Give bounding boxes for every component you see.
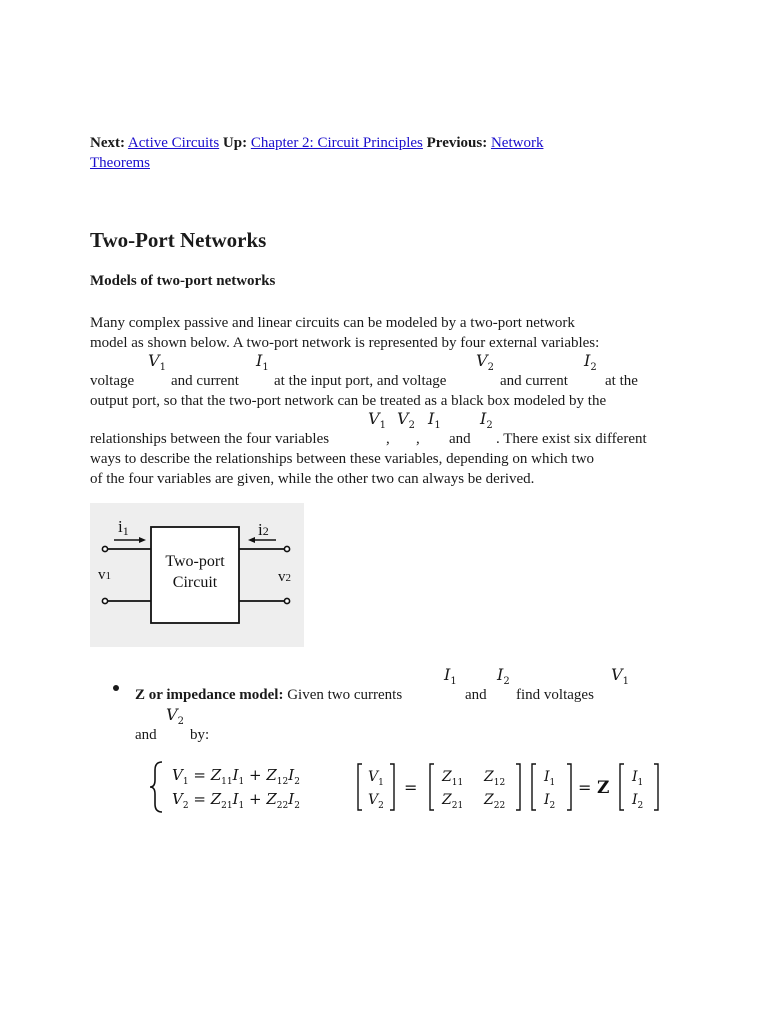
section-heading: Models of two-port networks (90, 273, 276, 289)
matrix-i1-b: $I_1$ (632, 769, 644, 788)
math-i1: $I_1$ (256, 351, 269, 374)
bracket-v-right (390, 764, 394, 810)
paragraph-relationships: relationships between the four variables (90, 431, 330, 447)
up-link[interactable]: Chapter 2: Circuit Principles (250, 135, 423, 151)
bracket-i2-right (654, 764, 658, 810)
box-label-line-1: Two-port (165, 553, 225, 570)
z-model-text-1: Given two currents (287, 687, 403, 703)
previous-label: Previous: (426, 135, 488, 151)
z-model-title: Z or impedance model: (135, 687, 284, 703)
bracket-i2-left (620, 764, 624, 810)
paragraph-line-6: ways to describe the relationships between these variables, depending on which two (90, 451, 595, 467)
math-v1: $V_1$ (148, 351, 166, 374)
up-label: Up: (222, 135, 248, 151)
paragraph-and: and (449, 431, 471, 447)
z-model-text-3: find voltages (516, 687, 594, 703)
z-model-and: and (465, 687, 487, 703)
matrix-z-bold: Z (597, 778, 610, 798)
previous-link-text-1: Network (490, 135, 544, 151)
page-title: Two-Port Networks (90, 228, 267, 252)
z-model-by: by: (190, 727, 210, 743)
z-model-description (135, 685, 402, 705)
label-v2: v2 (278, 569, 291, 585)
bracket-z-left (430, 764, 434, 810)
matrix-i2-b: $I_2$ (632, 792, 644, 811)
paragraph-and-current-2: and current (500, 373, 568, 389)
label-i2: i2 (258, 520, 269, 539)
matrix-z11: $Z_{11}$ (442, 769, 464, 788)
paragraph-line-4: output port, so that the two-port network can be treated as a black box modeled by the (90, 393, 607, 409)
matrix-i2: $I_2$ (544, 792, 556, 811)
equation-row-1: $V_1 = Z_{11}I_1 + Z_{12}I_2$ (172, 766, 300, 787)
paragraph-word-voltage: voltage (90, 373, 135, 389)
system-brace (150, 762, 162, 812)
two-port-diagram (90, 503, 304, 647)
paragraph-line-7: of the four variables are given, while the other two can always be derived. (90, 471, 535, 487)
list-bullet (113, 685, 119, 691)
bracket-v-left (358, 764, 362, 810)
matrix-i1: $I_1$ (544, 769, 556, 788)
current-i2-arrowhead (248, 537, 255, 543)
comma-1: , (386, 431, 390, 447)
paragraph-at-the: at the (605, 373, 638, 389)
label-v1: v1 (98, 567, 111, 583)
previous-link-text-2: Theorems (90, 155, 150, 171)
matrix-z21: $Z_{21}$ (442, 792, 464, 811)
math-i2-b: $I_2$ (480, 409, 493, 432)
z-model-equations (148, 756, 668, 818)
matrix-z22: $Z_{22}$ (484, 792, 506, 811)
math-v2-b: $V_2$ (397, 409, 415, 432)
bracket-i-left (532, 764, 536, 810)
terminal-out-top (284, 546, 289, 551)
math-v2: $V_2$ (476, 351, 494, 374)
current-i1-arrowhead (139, 537, 146, 543)
terminal-out-bottom (284, 598, 289, 603)
math-i1-c: $I_1$ (444, 665, 457, 688)
math-v1-c: $V_1$ (611, 665, 629, 688)
equation-row-2: $V_2 = Z_{21}I_1 + Z_{22}I_2$ (172, 790, 300, 811)
paragraph-and-current-1: and current (171, 373, 239, 389)
next-label: Next: (90, 135, 125, 151)
paragraph-line-1: Many complex passive and linear circuits can be modeled by a two-port network (90, 315, 575, 331)
matrix-equals-1: = (404, 778, 418, 797)
z-model-and-2: and (135, 727, 157, 743)
box-label-line-2: Circuit (172, 574, 218, 591)
matrix-v1: $V_1$ (368, 769, 384, 788)
math-i2-c: $I_2$ (497, 665, 510, 688)
math-i2: $I_2$ (584, 351, 597, 374)
terminal-in-top (102, 546, 107, 551)
paragraph-input-port-text: at the input port, and voltage (274, 373, 447, 389)
two-port-diagram-svg (90, 503, 304, 647)
bracket-i-right (567, 764, 571, 810)
math-v1-b: $V_1$ (368, 409, 386, 432)
comma-2: , (416, 431, 420, 447)
next-link[interactable]: Active Circuits (127, 135, 220, 151)
matrix-v2: $V_2$ (368, 792, 384, 811)
label-i1: i1 (118, 517, 129, 538)
matrix-z12: $Z_{12}$ (484, 769, 506, 788)
paragraph-line-2: model as shown below. A two-port network is represented by four external variables: (90, 335, 600, 351)
math-v2-c: $V_2$ (166, 705, 184, 728)
paragraph-six-ways: . There exist six different (496, 431, 647, 447)
math-i1-b: $I_1$ (428, 409, 441, 432)
terminal-in-bottom (102, 598, 107, 603)
bracket-z-right (516, 764, 520, 810)
navigation-bar (90, 133, 650, 173)
matrix-equals-2: = (578, 778, 592, 797)
